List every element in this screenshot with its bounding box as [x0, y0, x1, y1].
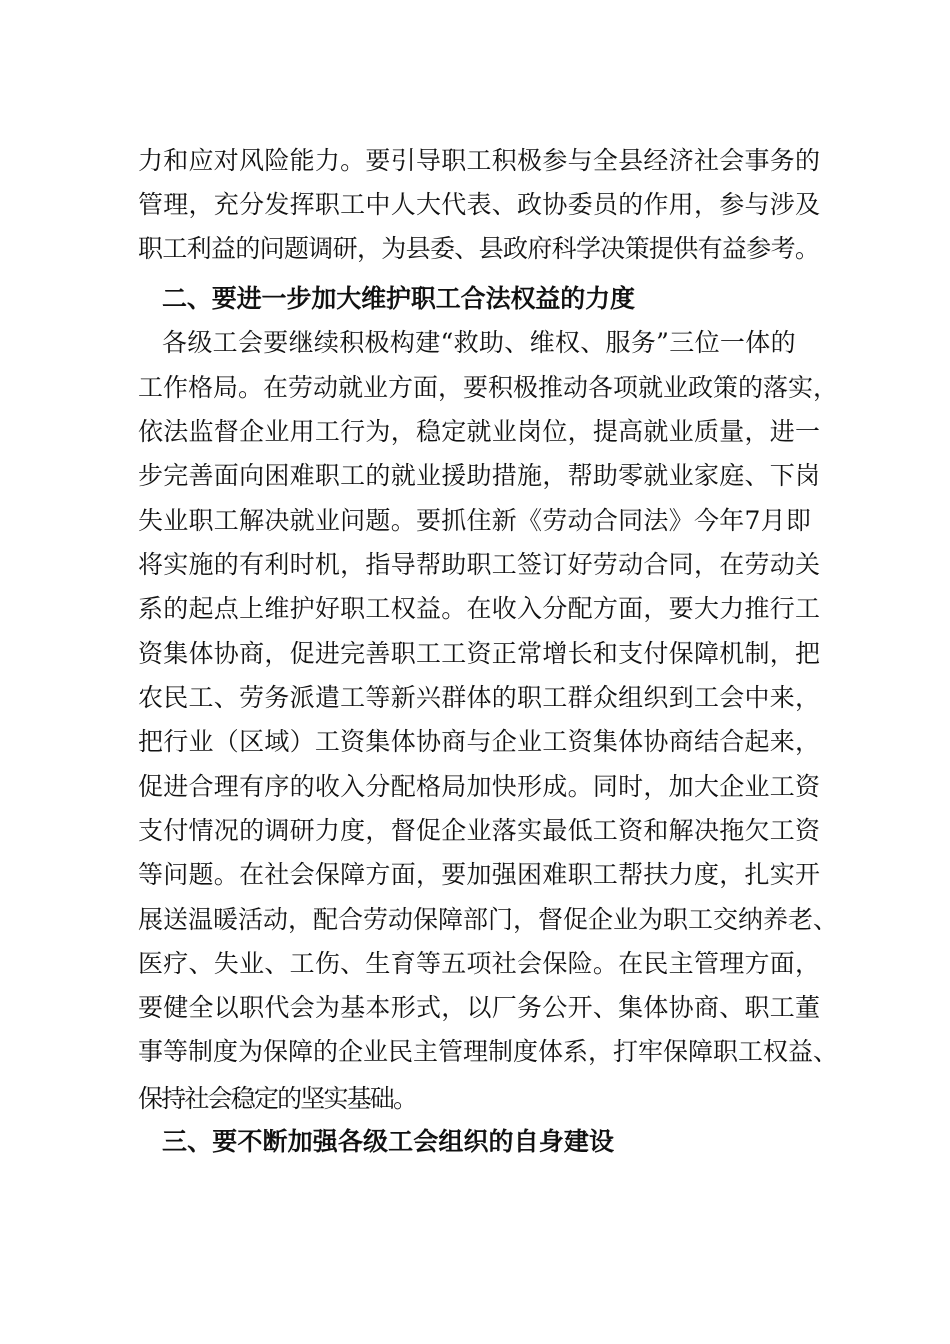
body-line: 等问题。在社会保障方面，要加强困难职工帮扶力度，扎实开 — [138, 860, 821, 889]
body-line: 失业职工解决就业问题。要抓住新《劳动合同法》今年7月即 — [138, 506, 812, 535]
body-line: 把行业（区域）工资集体协商与企业工资集体协商结合起来， — [138, 727, 821, 756]
body-line: 事等制度为保障的企业民主管理制度体系，打牢保障职工权益、 — [138, 1037, 839, 1066]
body-line: 步完善面向困难职工的就业援助措施，帮助零就业家庭、下岗 — [138, 461, 821, 490]
body-line: 支付情况的调研力度，督促企业落实最低工资和解决拖欠工资 — [138, 816, 821, 845]
body-line: 展送温暖活动，配合劳动保障部门，督促企业为职工交纳养老、 — [138, 905, 839, 934]
body-line: 系的起点上维护好职工权益。在收入分配方面，要大力推行工 — [138, 594, 821, 623]
body-line: 工作格局。在劳动就业方面，要积极推动各项就业政策的落实， — [138, 373, 839, 402]
body-line: 保持社会稳定的坚实基础。 — [138, 1084, 417, 1113]
body-line: 将实施的有利时机，指导帮助职工签订好劳动合同，在劳动关 — [138, 550, 821, 579]
body-line: 依法监督企业用工行为，稳定就业岗位，提高就业质量，进一 — [138, 417, 821, 446]
body-line: 农民工、劳务派遣工等新兴群体的职工群众组织到工会中来， — [138, 683, 821, 712]
body-line: 要健全以职代会为基本形式，以厂务公开、集体协商、职工董 — [138, 993, 821, 1022]
body-line: 医疗、失业、工伤、生育等五项社会保险。在民主管理方面， — [138, 949, 821, 978]
section-heading: 二、要进一步加大维护职工合法权益的力度 — [162, 284, 635, 313]
body-line: 管理，充分发挥职工中人大代表、政协委员的作用，参与涉及 — [138, 190, 821, 219]
body-line: 各级工会要继续积极构建“救助、维权、服务”三位一体的 — [162, 328, 796, 357]
body-line: 职工利益的问题调研，为县委、县政府科学决策提供有益参考。 — [138, 234, 820, 263]
body-line: 促进合理有序的收入分配格局加快形成。同时，加大企业工资 — [138, 772, 821, 801]
body-line: 力和应对风险能力。要引导职工积极参与全县经济社会事务的 — [138, 146, 821, 175]
body-line: 资集体协商，促进完善职工工资正常增长和支付保障机制，把 — [138, 639, 821, 668]
section-heading: 三、要不断加强各级工会组织的自身建设 — [162, 1127, 615, 1156]
